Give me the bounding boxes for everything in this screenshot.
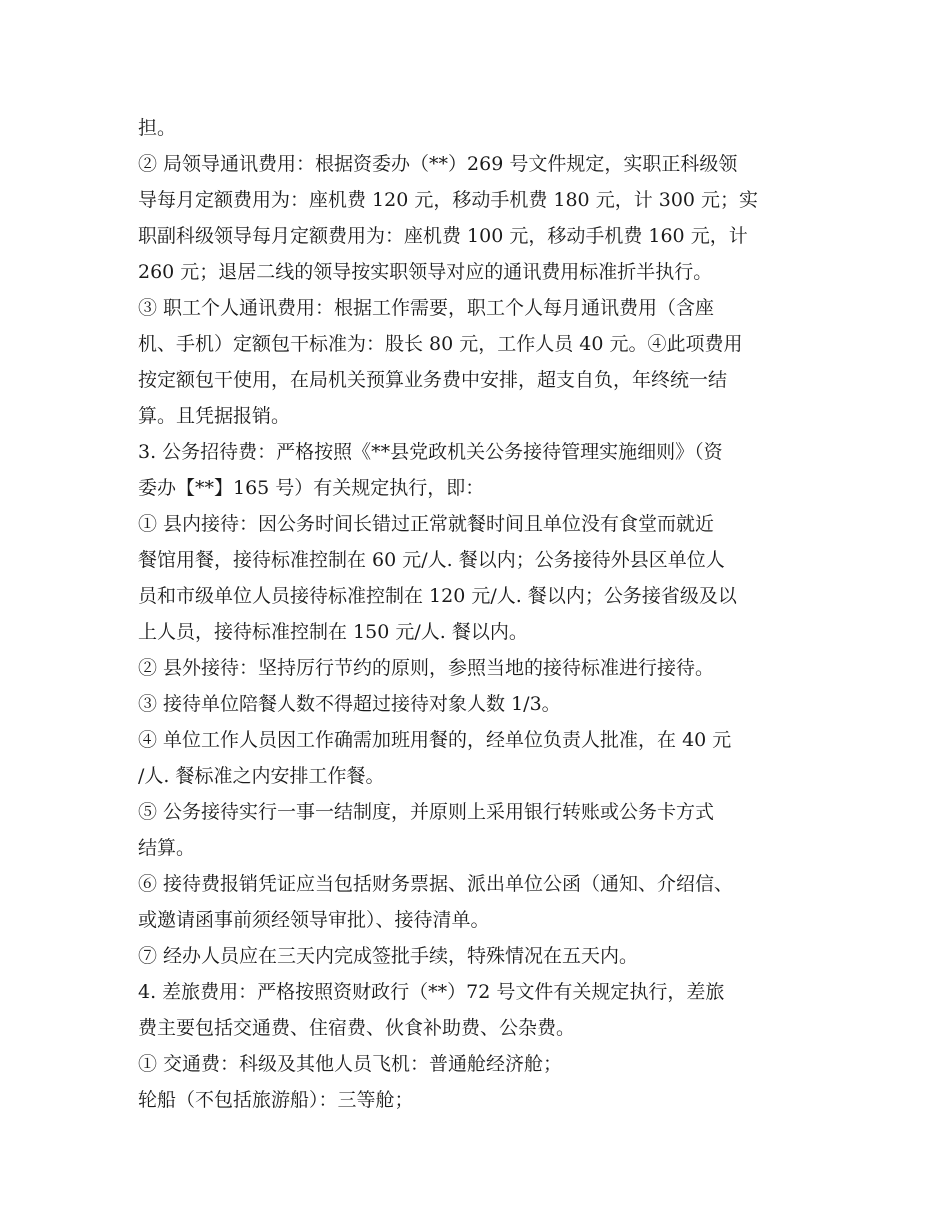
text-line-leader-telecom-3: 职副科级领导每月定额费用为：座机费 100 元，移动手机费 160 元，计 <box>138 225 748 247</box>
document-body <box>138 110 838 1118</box>
text-line-accompany-limit: ③ 接待单位陪餐人数不得超过接待对象人数 1/3。 <box>138 693 561 715</box>
text-line-out-county: ② 县外接待：坚持厉行节约的原则，参照当地的接待标准进行接待。 <box>138 657 715 679</box>
text-line-leader-telecom-4: 260 元；退居二线的领导按实职领导对应的通讯费用标准折半执行。 <box>138 261 713 283</box>
text-line-leader-telecom-2: 导每月定额费用为：座机费 120 元，移动手机费 180 元，计 300 元；实 <box>138 189 759 211</box>
text-line-staff-telecom-3: 按定额包干使用，在局机关预算业务费中安排，超支自负，年终统一结 <box>138 369 728 391</box>
text-line-transport-ship: 轮船（不包括旅游船）：三等舱； <box>138 1089 414 1111</box>
text-line-settlement-2: 结算。 <box>138 837 196 859</box>
text-line-vouchers-1: ⑥ 接待费报销凭证应当包括财务票据、派出单位公函（通知、介绍信、 <box>138 873 734 895</box>
text-line-transport-flight: ① 交通费：科级及其他人员飞机：普通舱经济舱； <box>138 1053 563 1075</box>
text-line-overtime-meal-2: /人. 餐标准之内安排工作餐。 <box>138 765 385 787</box>
text-line-settlement-1: ⑤ 公务接待实行一事一结制度，并原则上采用银行转账或公务卡方式 <box>138 801 715 823</box>
text-line-vouchers-2: 或邀请函事前须经领导审批）、接待清单。 <box>138 909 490 931</box>
text-line-travel-heading-2: 费主要包括交通费、住宿费、伙食补助费、公杂费。 <box>138 1017 576 1039</box>
text-line-leader-telecom-1: ② 局领导通讯费用：根据资委办（**）269 号文件规定，实职正科级领 <box>138 153 738 175</box>
text-line-in-county-2: 餐馆用餐，接待标准控制在 60 元/人. 餐以内；公务接待外县区单位人 <box>138 549 725 571</box>
text-line-travel-heading-1: 4. 差旅费用：严格按照资财政行（**）72 号文件有关规定执行，差旅 <box>138 981 725 1003</box>
text-line-staff-telecom-2: 机、手机）定额包干标准为：股长 80 元，工作人员 40 元。④此项费用 <box>138 333 743 355</box>
text-line-staff-telecom-4: 算。且凭据报销。 <box>138 405 291 427</box>
text-line-overtime-meal-1: ④ 单位工作人员因工作确需加班用餐的，经单位负责人批准，在 40 元 <box>138 729 732 751</box>
text-line-continuation: 担。 <box>138 117 177 139</box>
text-line-signoff: ⑦ 经办人员应在三天内完成签批手续，特殊情况在五天内。 <box>138 945 639 967</box>
text-line-in-county-4: 上人员，接待标准控制在 150 元/人. 餐以内。 <box>138 621 528 643</box>
text-line-reception-heading-1: 3. 公务招待费：严格按照《**县党政机关公务接待管理实施细则》（资 <box>138 441 723 463</box>
text-line-in-county-1: ① 县内接待：因公务时间长错过正常就餐时间且单位没有食堂而就近 <box>138 513 715 535</box>
text-line-reception-heading-2: 委办【**】165 号）有关规定执行，即： <box>138 477 485 499</box>
text-line-staff-telecom-1: ③ 职工个人通讯费用：根据工作需要，职工个人每月通讯费用（含座 <box>138 297 715 319</box>
text-line-in-county-3: 员和市级单位人员接待标准控制在 120 元/人. 餐以内；公务接省级及以 <box>138 585 737 607</box>
